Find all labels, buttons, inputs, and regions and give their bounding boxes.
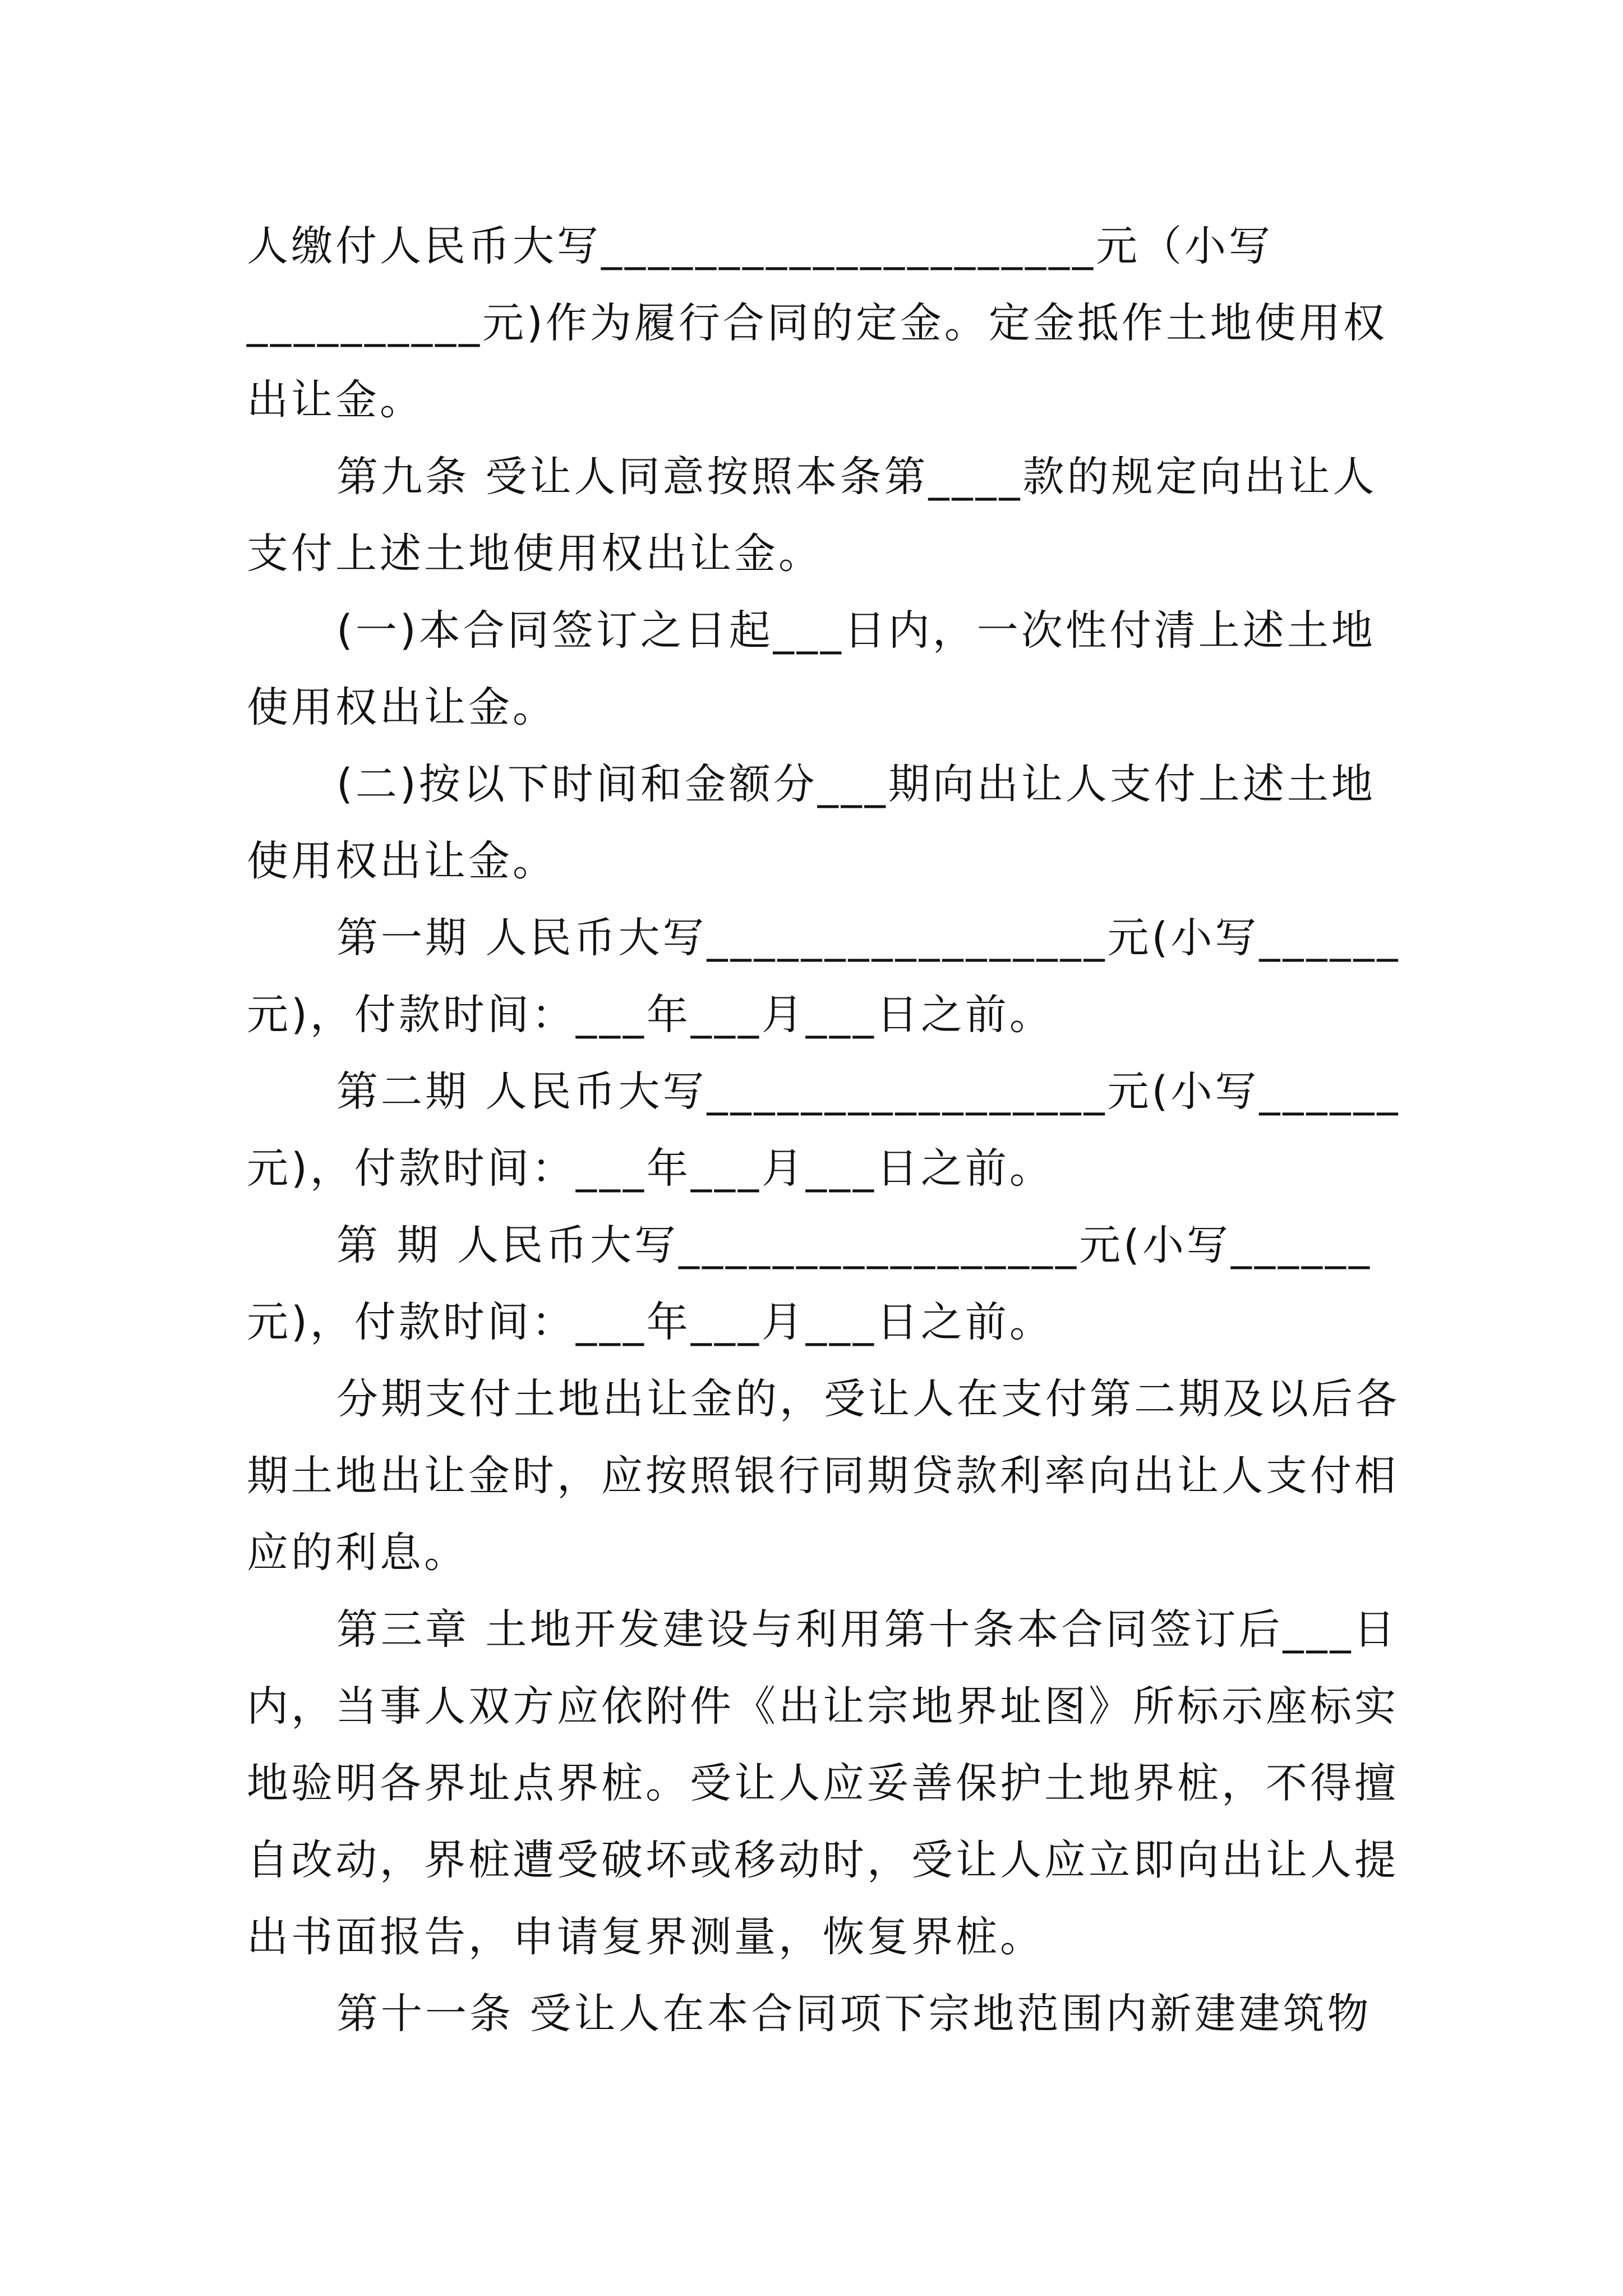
installment-n-line: 第 期 人民币大写_________________元(小写______ xyxy=(336,1221,1372,1269)
contract-line: 出让金。 xyxy=(247,376,424,424)
contract-line: 内，当事人双方应依附件《出让宗地界址图》所标示座标实 xyxy=(247,1682,1399,1731)
installment-1-line: 第一期 人民币大写_________________元(小写______ xyxy=(336,914,1401,962)
installment-1-date-line: 元)，付款时间：___年___月___日之前。 xyxy=(247,991,1054,1039)
contract-line: 支付上述土地使用权出让金。 xyxy=(247,530,823,578)
interest-clause-line: 分期支付土地出让金的，受让人在支付第二期及以后各 xyxy=(336,1375,1400,1423)
clause-2-line: (二)按以下时间和金额分___期向出让人支付上述土地 xyxy=(336,760,1376,808)
contract-line: 使用权出让金。 xyxy=(247,837,557,885)
contract-line: 地验明各界址点界桩。受让人应妥善保护土地界桩，不得擅 xyxy=(247,1759,1399,1807)
contract-line: __________元)作为履行合同的定金。定金抵作土地使用权 xyxy=(247,299,1387,347)
clause-1-line: (一)本合同签订之日起___日内，一次性付清上述土地 xyxy=(336,606,1376,655)
installment-n-date-line: 元)，付款时间：___年___月___日之前。 xyxy=(247,1298,1054,1346)
installment-2-line: 第二期 人民币大写_________________元(小写______ xyxy=(336,1068,1401,1116)
chapter-3-line: 第三章 土地开发建设与利用第十条本合同签订后___日 xyxy=(336,1605,1398,1654)
contract-line: 出书面报告，申请复界测量，恢复界桩。 xyxy=(247,1913,1044,1961)
contract-line: 自改动，界桩遭受破坏或移动时，受让人应立即向出让人提 xyxy=(247,1836,1399,1884)
contract-line: 应的利息。 xyxy=(247,1529,468,1577)
contract-line: 使用权出让金。 xyxy=(247,683,557,731)
article-9-line: 第九条 受让人同意按照本条第____款的规定向出让人 xyxy=(336,453,1377,501)
contract-line: 期土地出让金时，应按照银行同期贷款利率向出让人支付相 xyxy=(247,1452,1399,1500)
installment-2-date-line: 元)，付款时间：___年___月___日之前。 xyxy=(247,1144,1054,1193)
article-11-line: 第十一条 受让人在本合同项下宗地范围内新建建筑物 xyxy=(336,1990,1372,2038)
contract-line: 人缴付人民币大写_____________________元（小写 xyxy=(247,222,1273,270)
